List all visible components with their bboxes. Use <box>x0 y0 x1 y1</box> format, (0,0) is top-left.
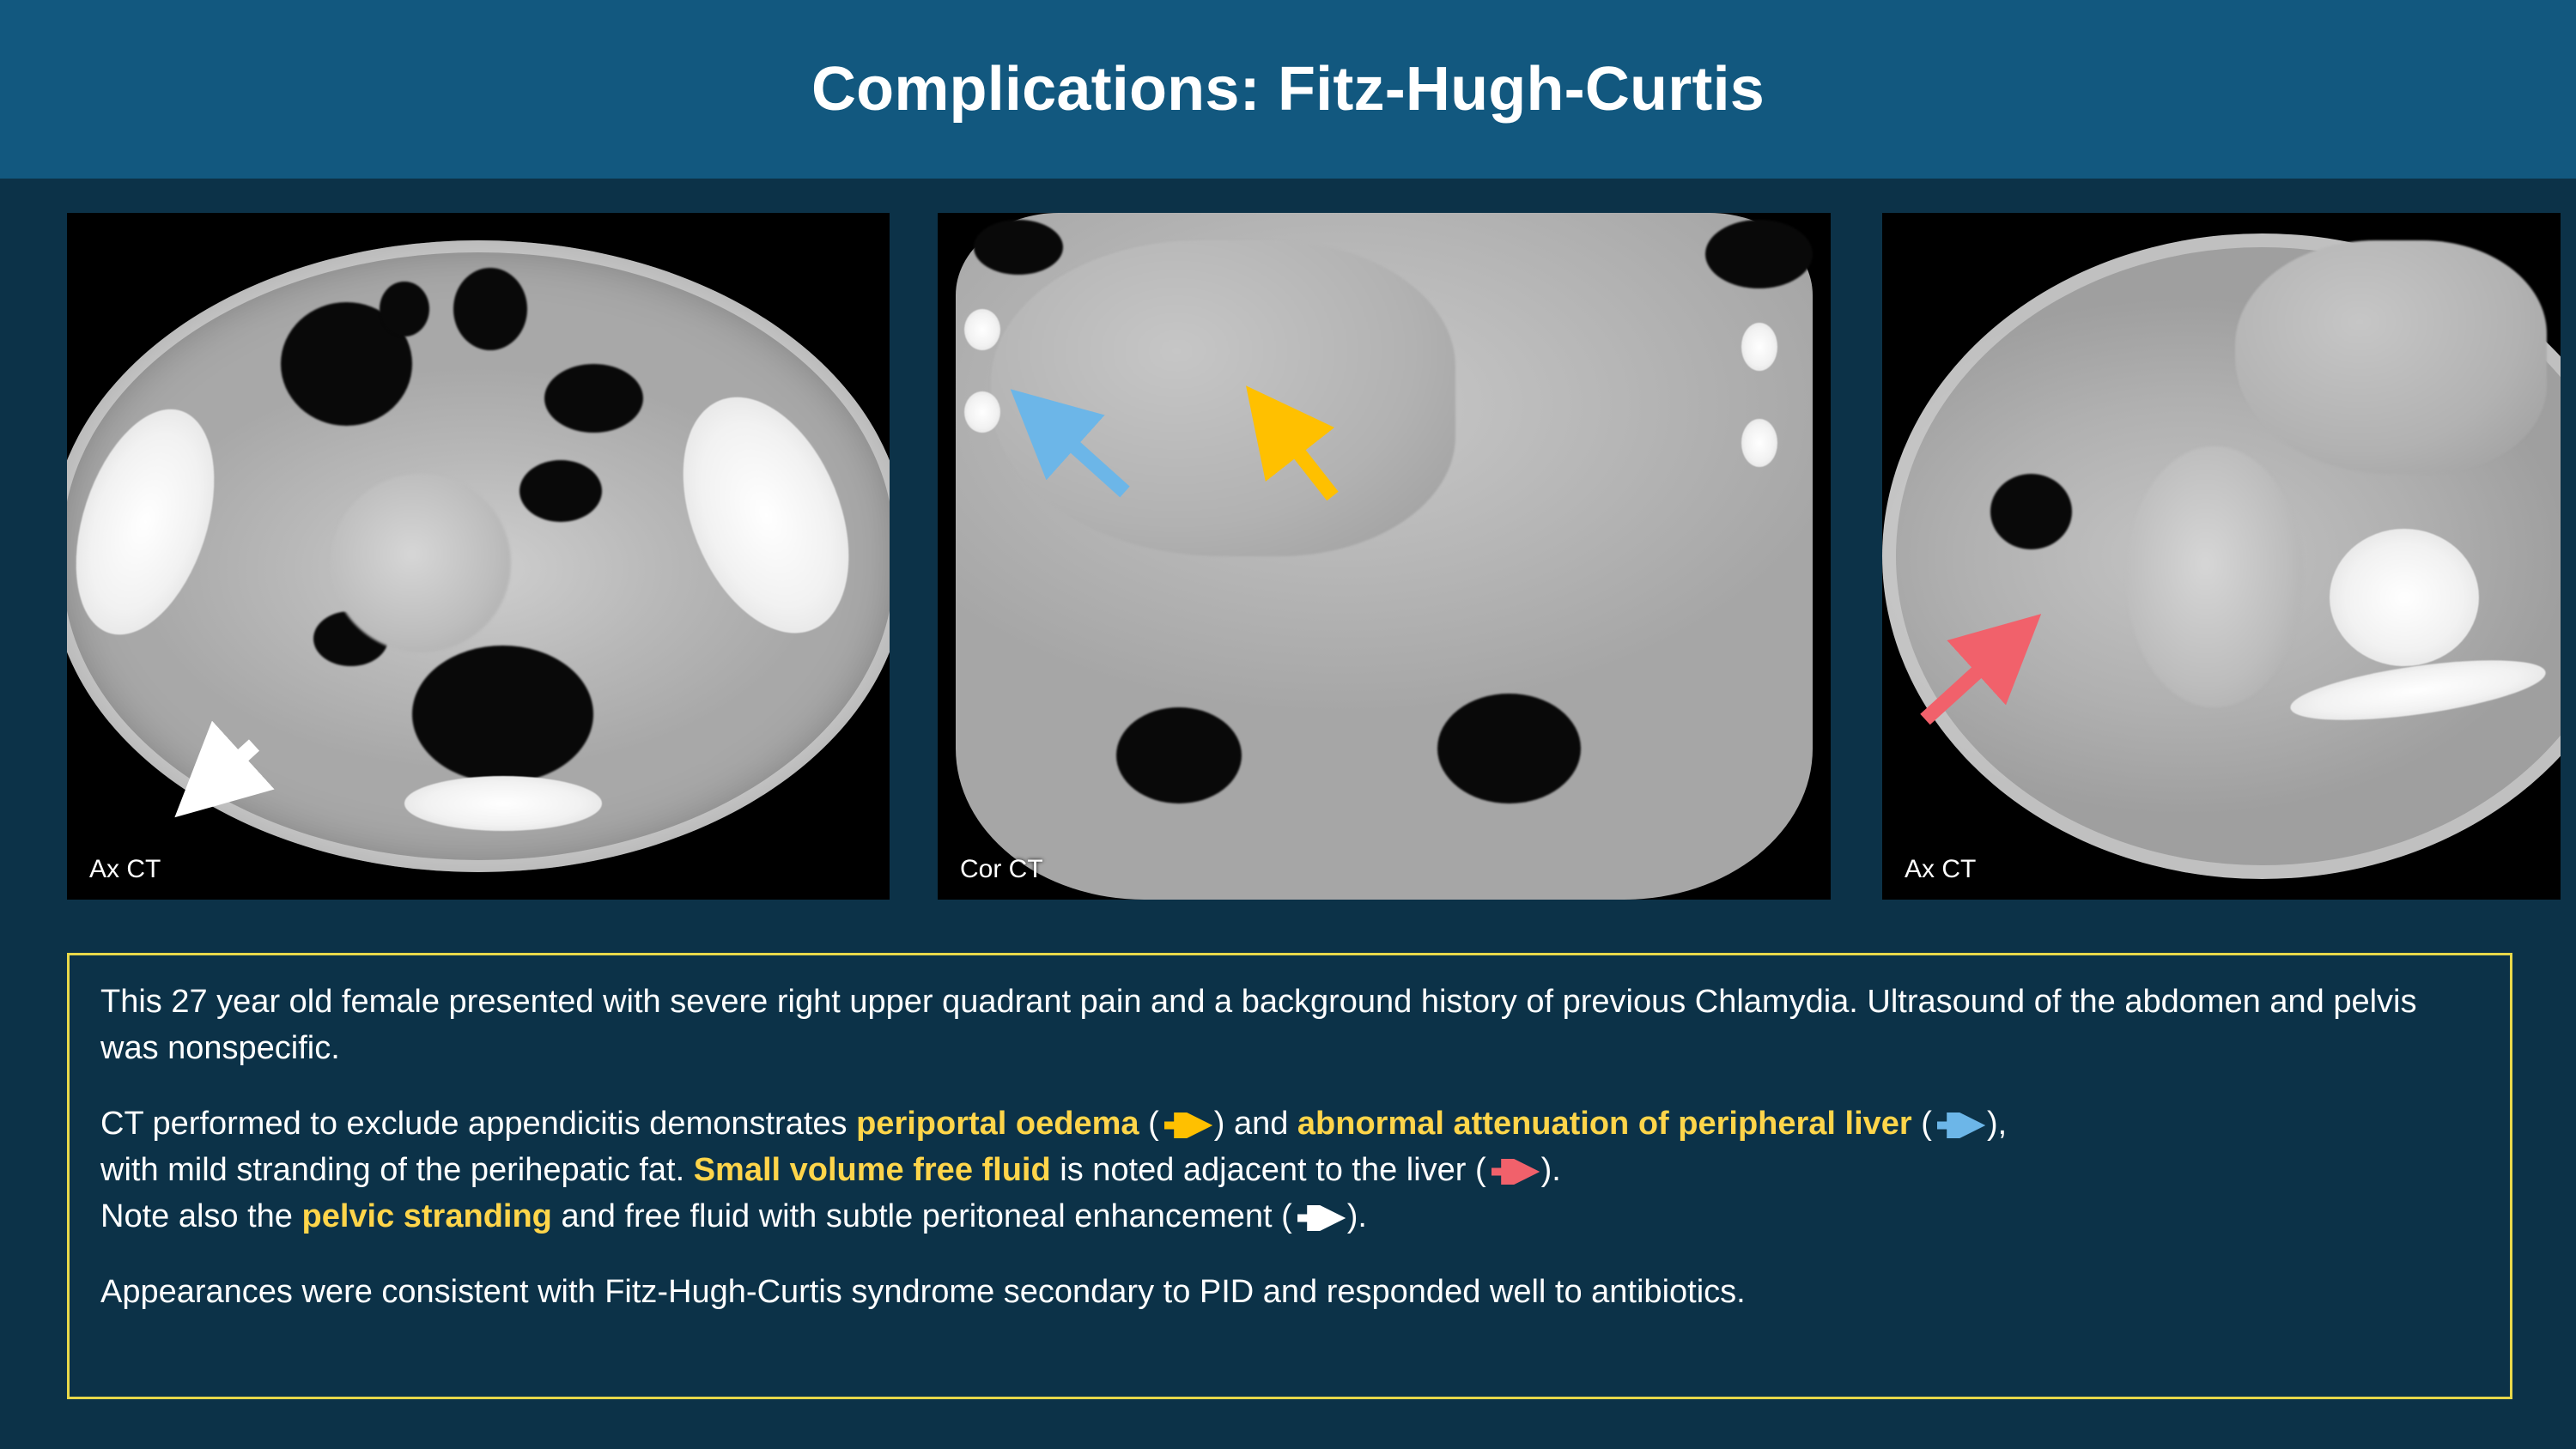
ct-figure-axial-liver <box>1882 213 2561 900</box>
caption-paragraph-3 <box>100 1148 2479 1194</box>
ct-figure-coronal <box>938 213 1831 900</box>
caption-paragraph-5: Appearances were consistent with Fitz-Hugh-Curtis syndrome secondary to PID and responded well to antibiotics. <box>100 1273 1746 1310</box>
caption-text: ( <box>1139 1105 1159 1142</box>
highlight-pelvic-stranding: pelvic stranding <box>301 1197 552 1234</box>
highlight-periportal-oedema: periportal oedema <box>856 1105 1139 1142</box>
caption-paragraph-4 <box>100 1194 2479 1240</box>
caption-text: CT performed to exclude appendicitis demonstrates <box>100 1105 857 1142</box>
ct-image-axial-liver <box>1882 213 2561 900</box>
ct-image-axial-pelvis <box>67 213 890 900</box>
caption-text: ( <box>1911 1105 1932 1142</box>
yellow-arrow-icon <box>1161 1113 1212 1138</box>
ct-figure-label: Ax CT <box>1905 855 1977 883</box>
caption-text: ). <box>1540 1151 1561 1188</box>
page-title: Complications: Fitz-Hugh-Curtis <box>811 55 1765 124</box>
ct-figure-axial-pelvis <box>67 213 890 900</box>
title-bar <box>0 0 2576 179</box>
caption-text: with mild stranding of the perihepatic fat. <box>100 1151 694 1188</box>
caption-text: and free fluid with subtle peritoneal enhancement ( <box>551 1197 1292 1234</box>
caption-box <box>67 953 2512 1399</box>
blue-arrow-icon <box>1934 1113 1985 1138</box>
white-arrow <box>67 213 890 900</box>
white-arrow-icon <box>1294 1205 1346 1231</box>
highlight-small-volume-free-fluid: Small volume free fluid <box>693 1151 1051 1188</box>
caption-paragraph-2 <box>100 1101 2479 1148</box>
yellow-arrow <box>1264 409 1333 496</box>
caption-text: ). <box>1346 1197 1367 1234</box>
caption-paragraph-1: This 27 year old female presented with severe right upper quadrant pain and a background history of previous Chlamydia. Ultrasound of the abdomen and pelvis was nonspecific. <box>100 984 2417 1066</box>
ct-image-row <box>0 179 2576 908</box>
spacer <box>100 1072 2479 1101</box>
ct-figure-label: Cor CT <box>960 855 1043 883</box>
caption-text: is noted adjacent to the liver ( <box>1050 1151 1486 1188</box>
caption-text: ), <box>1986 1105 2008 1142</box>
coronal-arrows <box>938 213 1831 900</box>
blue-arrow <box>1032 409 1125 492</box>
red-arrow-icon <box>1488 1159 1540 1185</box>
highlight-abnormal-attenuation: abnormal attenuation of peripheral liver <box>1297 1105 1912 1142</box>
red-arrow <box>1882 213 2561 900</box>
spacer <box>100 1240 2479 1270</box>
ct-image-coronal <box>938 213 1831 900</box>
ct-figure-label: Ax CT <box>89 855 161 883</box>
caption-text: ) and <box>1213 1105 1297 1142</box>
caption-text: Note also the <box>100 1197 302 1234</box>
